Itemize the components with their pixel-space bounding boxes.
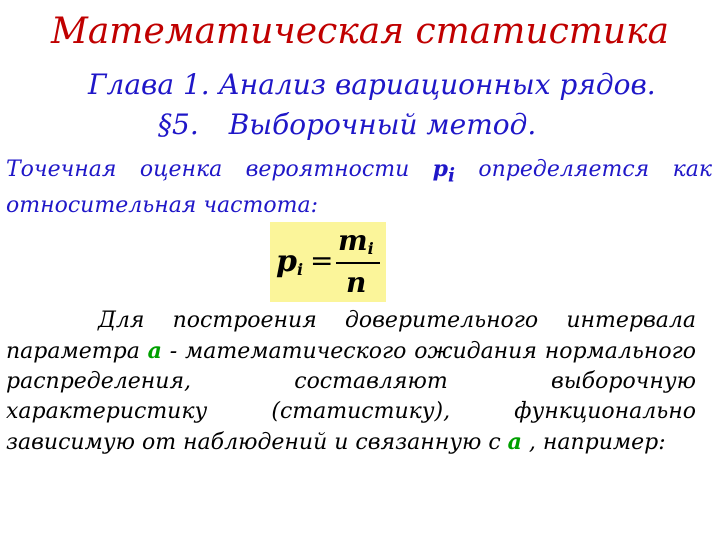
probability-variable: $p_i$ bbox=[432, 156, 456, 187]
fraction-bar bbox=[336, 262, 380, 264]
paragraph1-text-end: определяется как относительная частота: bbox=[6, 157, 712, 219]
paragraph1-text-start: Точечная оценка вероятности bbox=[6, 157, 433, 182]
point-estimate-paragraph bbox=[6, 154, 712, 221]
formula-lhs: $p_i$ bbox=[276, 244, 304, 279]
confidence-interval-paragraph bbox=[6, 306, 696, 458]
paragraph2-part3: , например: bbox=[521, 430, 666, 455]
slide-title: Математическая статистика bbox=[50, 11, 670, 52]
section-number: §5. bbox=[158, 108, 199, 141]
paragraph2-part1: Для построения доверительного интервала параметра bbox=[6, 308, 696, 364]
parameter-a-first: a bbox=[147, 338, 162, 364]
chapter-heading: Глава 1. Анализ вариационных рядов. bbox=[88, 68, 656, 101]
section-name: Выборочный метод. bbox=[228, 108, 537, 141]
parameter-a-second: a bbox=[507, 429, 522, 455]
formula-denominator: n bbox=[346, 266, 367, 299]
formula-numerator: $m_i$ bbox=[338, 224, 374, 258]
section-heading bbox=[158, 108, 536, 142]
relative-frequency-formula bbox=[270, 222, 386, 302]
formula-equals: = bbox=[310, 244, 334, 277]
paragraph2-part2: - математического ожидания нормального распределения, составляют выборочную характеристику (статистику), функционально зависимую от наблюдений и связанную с bbox=[6, 339, 696, 455]
